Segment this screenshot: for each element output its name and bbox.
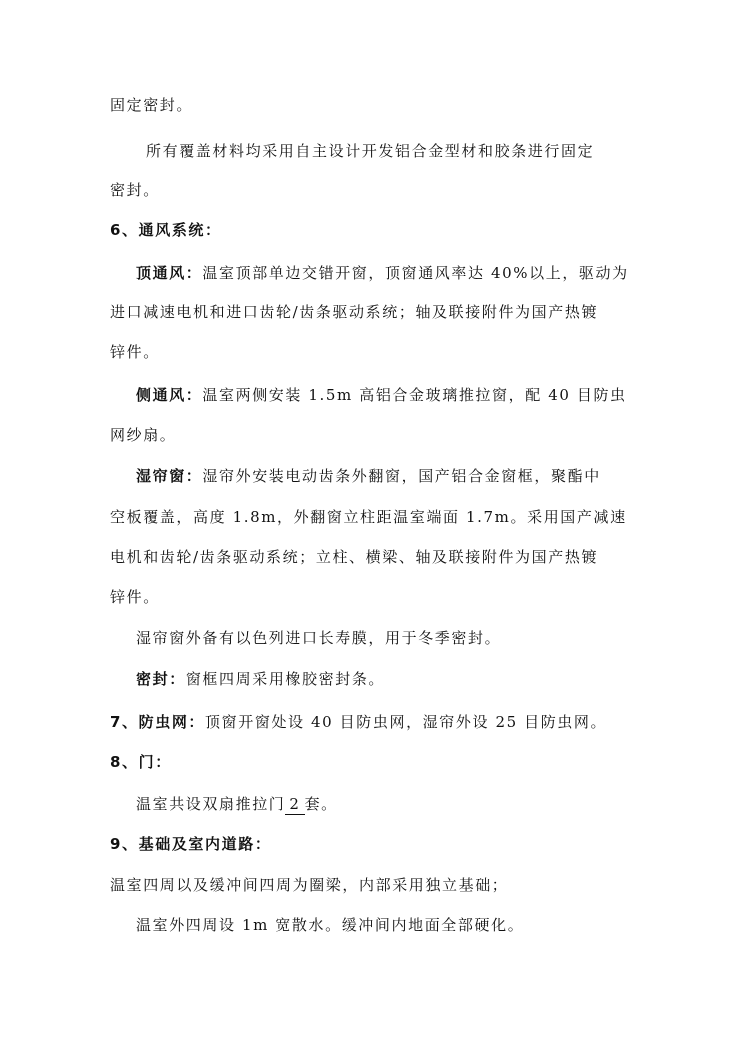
text-line: 网纱扇。 bbox=[110, 426, 177, 444]
section-heading-7: 7、防虫网： bbox=[110, 713, 206, 731]
text-door-pre: 温室共设双扇推拉门 bbox=[136, 795, 286, 813]
text-line: 所有覆盖材料均采用自主设计开发铝合金型材和胶条进行固定 bbox=[146, 142, 595, 160]
text-line: 湿帘窗外备有以色列进口长寿膜，用于冬季密封。 bbox=[136, 629, 502, 647]
text-line: 密封。 bbox=[110, 181, 160, 199]
section-heading-6: 6、通风系统： bbox=[110, 221, 222, 239]
text-line: 温室四周以及缓冲间四周为圈梁，内部采用独立基础； bbox=[110, 876, 509, 894]
paragraph-side-ventilation bbox=[136, 385, 744, 405]
text-line: 电机和齿轮/齿条驱动系统；立柱、横梁、轴及联接附件为国产热镀 bbox=[110, 548, 599, 566]
text-side-ventilation: 温室两侧安装 1.5m 高铝合金玻璃推拉窗，配 40 目防虫 bbox=[202, 386, 627, 404]
section-7 bbox=[110, 712, 744, 732]
text-insect-net: 顶窗开窗处设 40 目防虫网，湿帘外设 25 目防虫网。 bbox=[205, 713, 608, 731]
door-count: 2 bbox=[285, 794, 304, 815]
text-line: 空板覆盖，高度 1.8m，外翻窗立柱距温室端面 1.7m。采用国产减速 bbox=[110, 508, 627, 526]
text-line: 固定密封。 bbox=[110, 96, 194, 114]
paragraph-top-ventilation bbox=[136, 263, 744, 283]
text-line: 温室外四周设 1m 宽散水。缓冲间内地面全部硬化。 bbox=[136, 916, 525, 934]
section-heading-8: 8、门： bbox=[110, 753, 172, 771]
label-wet-curtain-window: 湿帘窗： bbox=[136, 467, 203, 485]
paragraph-wet-curtain-window bbox=[136, 466, 744, 486]
text-line: 进口减速电机和进口齿轮/齿条驱动系统；轴及联接附件为国产热镀 bbox=[110, 303, 599, 321]
text-top-ventilation: 温室顶部单边交错开窗，顶窗通风率达 40%以上，驱动为 bbox=[202, 264, 629, 282]
text-seal: 窗框四周采用橡胶密封条。 bbox=[185, 670, 386, 688]
text-line: 锌件。 bbox=[110, 588, 160, 606]
text-line: 锌件。 bbox=[110, 343, 160, 361]
label-side-ventilation: 侧通风： bbox=[136, 386, 203, 404]
text-door-post: 套。 bbox=[304, 795, 338, 813]
section-heading-9: 9、基础及室内道路： bbox=[110, 835, 272, 853]
label-seal: 密封： bbox=[136, 670, 186, 688]
paragraph-door bbox=[136, 794, 744, 815]
paragraph-seal bbox=[136, 669, 744, 689]
label-top-ventilation: 顶通风： bbox=[136, 264, 203, 282]
text-wet-curtain-window: 湿帘外安装电动齿条外翻窗，国产铝合金窗框，聚酯中 bbox=[202, 467, 601, 485]
